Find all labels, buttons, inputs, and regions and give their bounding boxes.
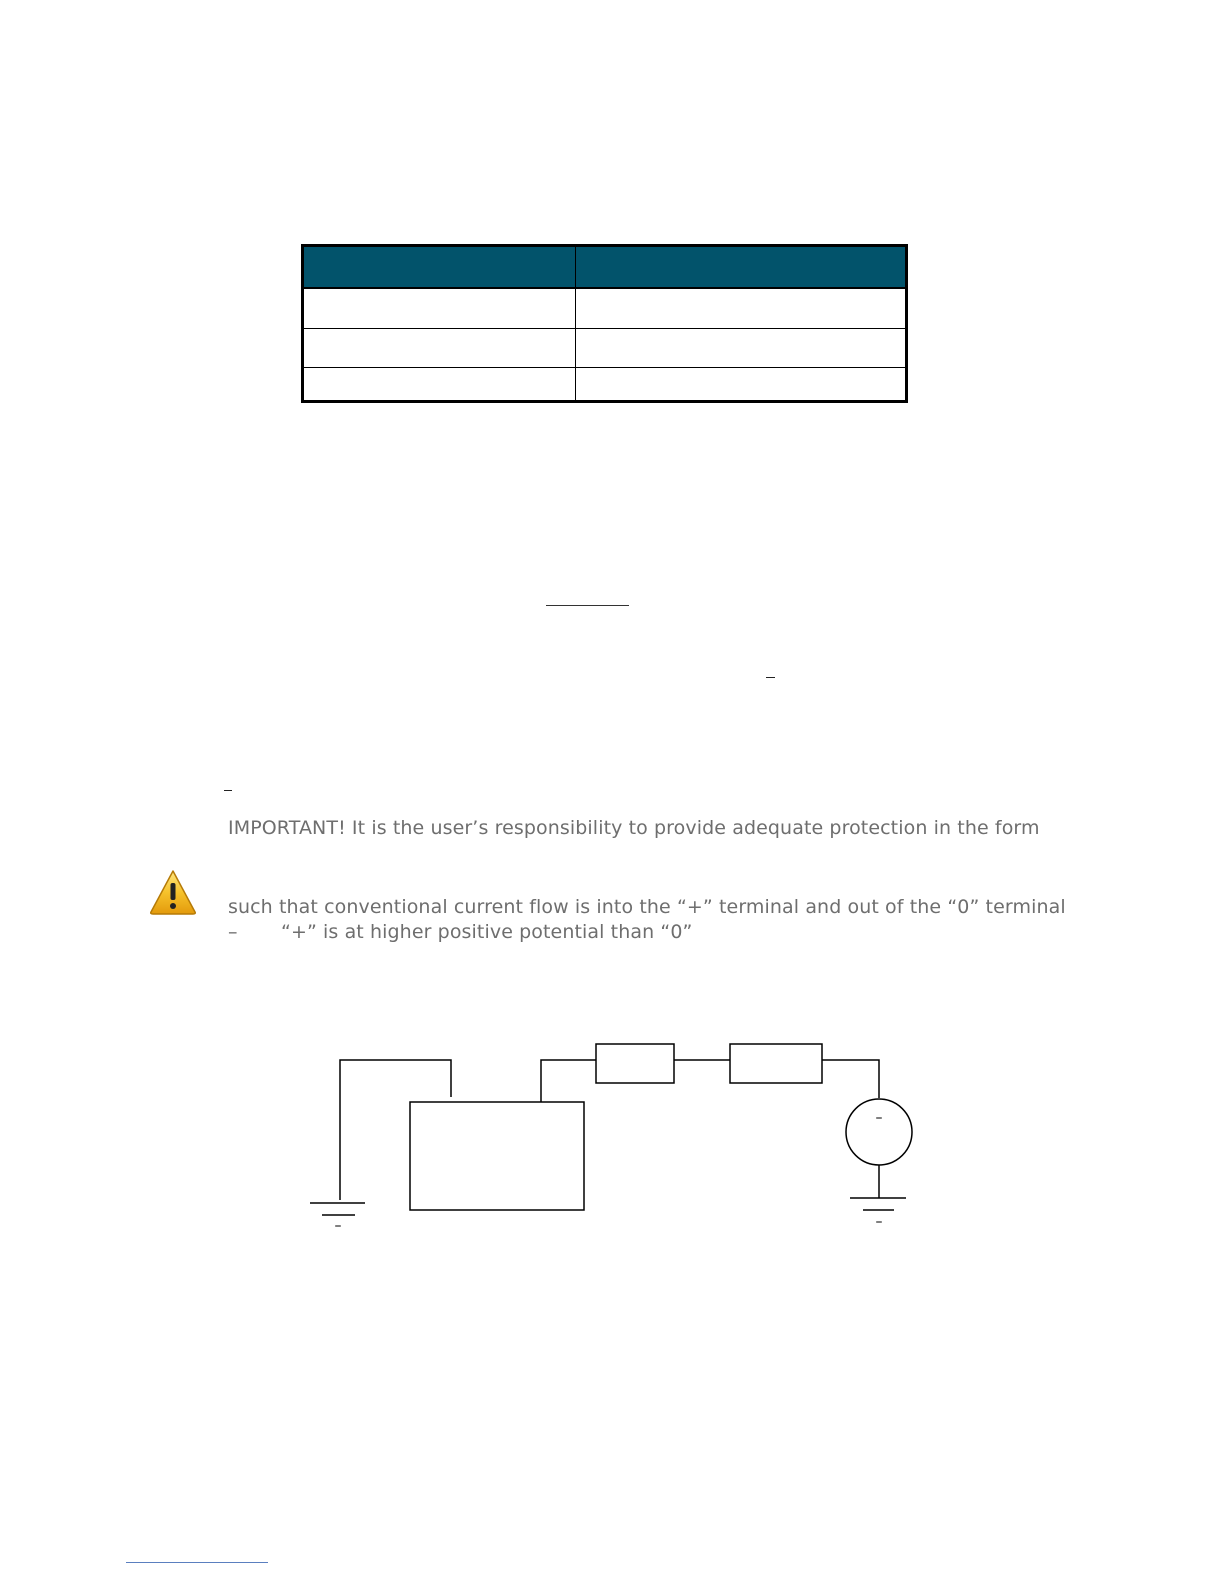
warning-dash: – — [228, 921, 238, 943]
dash-mark — [224, 790, 232, 791]
spec-table — [301, 244, 908, 403]
warning-icon — [149, 869, 197, 915]
dash-mark — [766, 677, 775, 678]
voltage-source — [846, 1099, 912, 1165]
table-column-divider — [575, 247, 576, 400]
footer-link[interactable] — [126, 1548, 268, 1563]
wire — [541, 1060, 596, 1102]
table-row-divider — [304, 328, 905, 329]
wire — [340, 1060, 451, 1200]
circuit-diagram — [300, 1040, 930, 1240]
ground-left-label: – — [334, 1218, 342, 1234]
wire — [822, 1060, 879, 1098]
resistor-1 — [596, 1044, 674, 1083]
fraction-bar — [546, 605, 629, 606]
warning-text-line: IMPORTANT! It is the user’s responsibility to provide adequate protection in the form — [228, 817, 1040, 839]
source-polarity-label: – — [875, 1110, 883, 1126]
warning-text-line: “+” is at higher positive potential than “0” — [281, 921, 693, 943]
device-box — [410, 1102, 584, 1210]
table-header-row — [304, 247, 905, 289]
ground-right-label: – — [875, 1214, 883, 1230]
table-row-divider — [304, 367, 905, 368]
warning-text-line: such that conventional current flow is into the “+” terminal and out of the “0” terminal — [228, 896, 1066, 918]
resistor-2 — [730, 1044, 822, 1083]
